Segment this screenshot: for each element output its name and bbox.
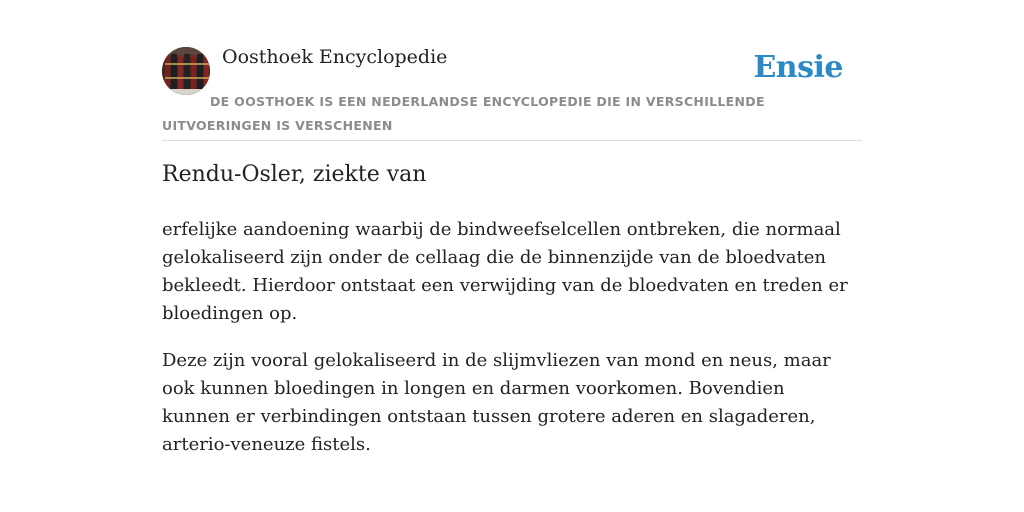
encyclopedia-books-icon	[162, 47, 210, 95]
site-tagline: DE OOSTHOEK IS EEN NEDERLANDSE ENCYCLOPEDIE DIE IN VERSCHILLENDE UITVOERINGEN IS VERSCHENEN	[162, 94, 765, 133]
avatar[interactable]	[162, 47, 210, 95]
article-paragraph-2: Deze zijn vooral gelokaliseerd in de slijmvliezen van mond en neus, maar ook kunnen bloedingen in longen en darmen voorkomen. Bovendien kunnen er verbindingen ontstaan tussen grotere aderen en slagaderen, arterio-veneuze fistels.	[162, 350, 831, 455]
article-title: Rendu-Osler, ziekte van	[162, 162, 427, 187]
site-header	[162, 44, 862, 141]
article-paragraph-1: erfelijke aandoening waarbij de bindweefselcellen ontbreken, die normaal gelokaliseerd zijn onder de cellaag die de binnenzijde van de bloedvaten bekleedt. Hierdoor ontstaat een verwijding van de bloedvaten en treden er bloedingen op.	[162, 219, 848, 324]
brand-logo[interactable]: Ensie	[753, 50, 843, 85]
site-name[interactable]: Oosthoek Encyclopedie	[222, 46, 448, 68]
article-body	[162, 216, 852, 478]
